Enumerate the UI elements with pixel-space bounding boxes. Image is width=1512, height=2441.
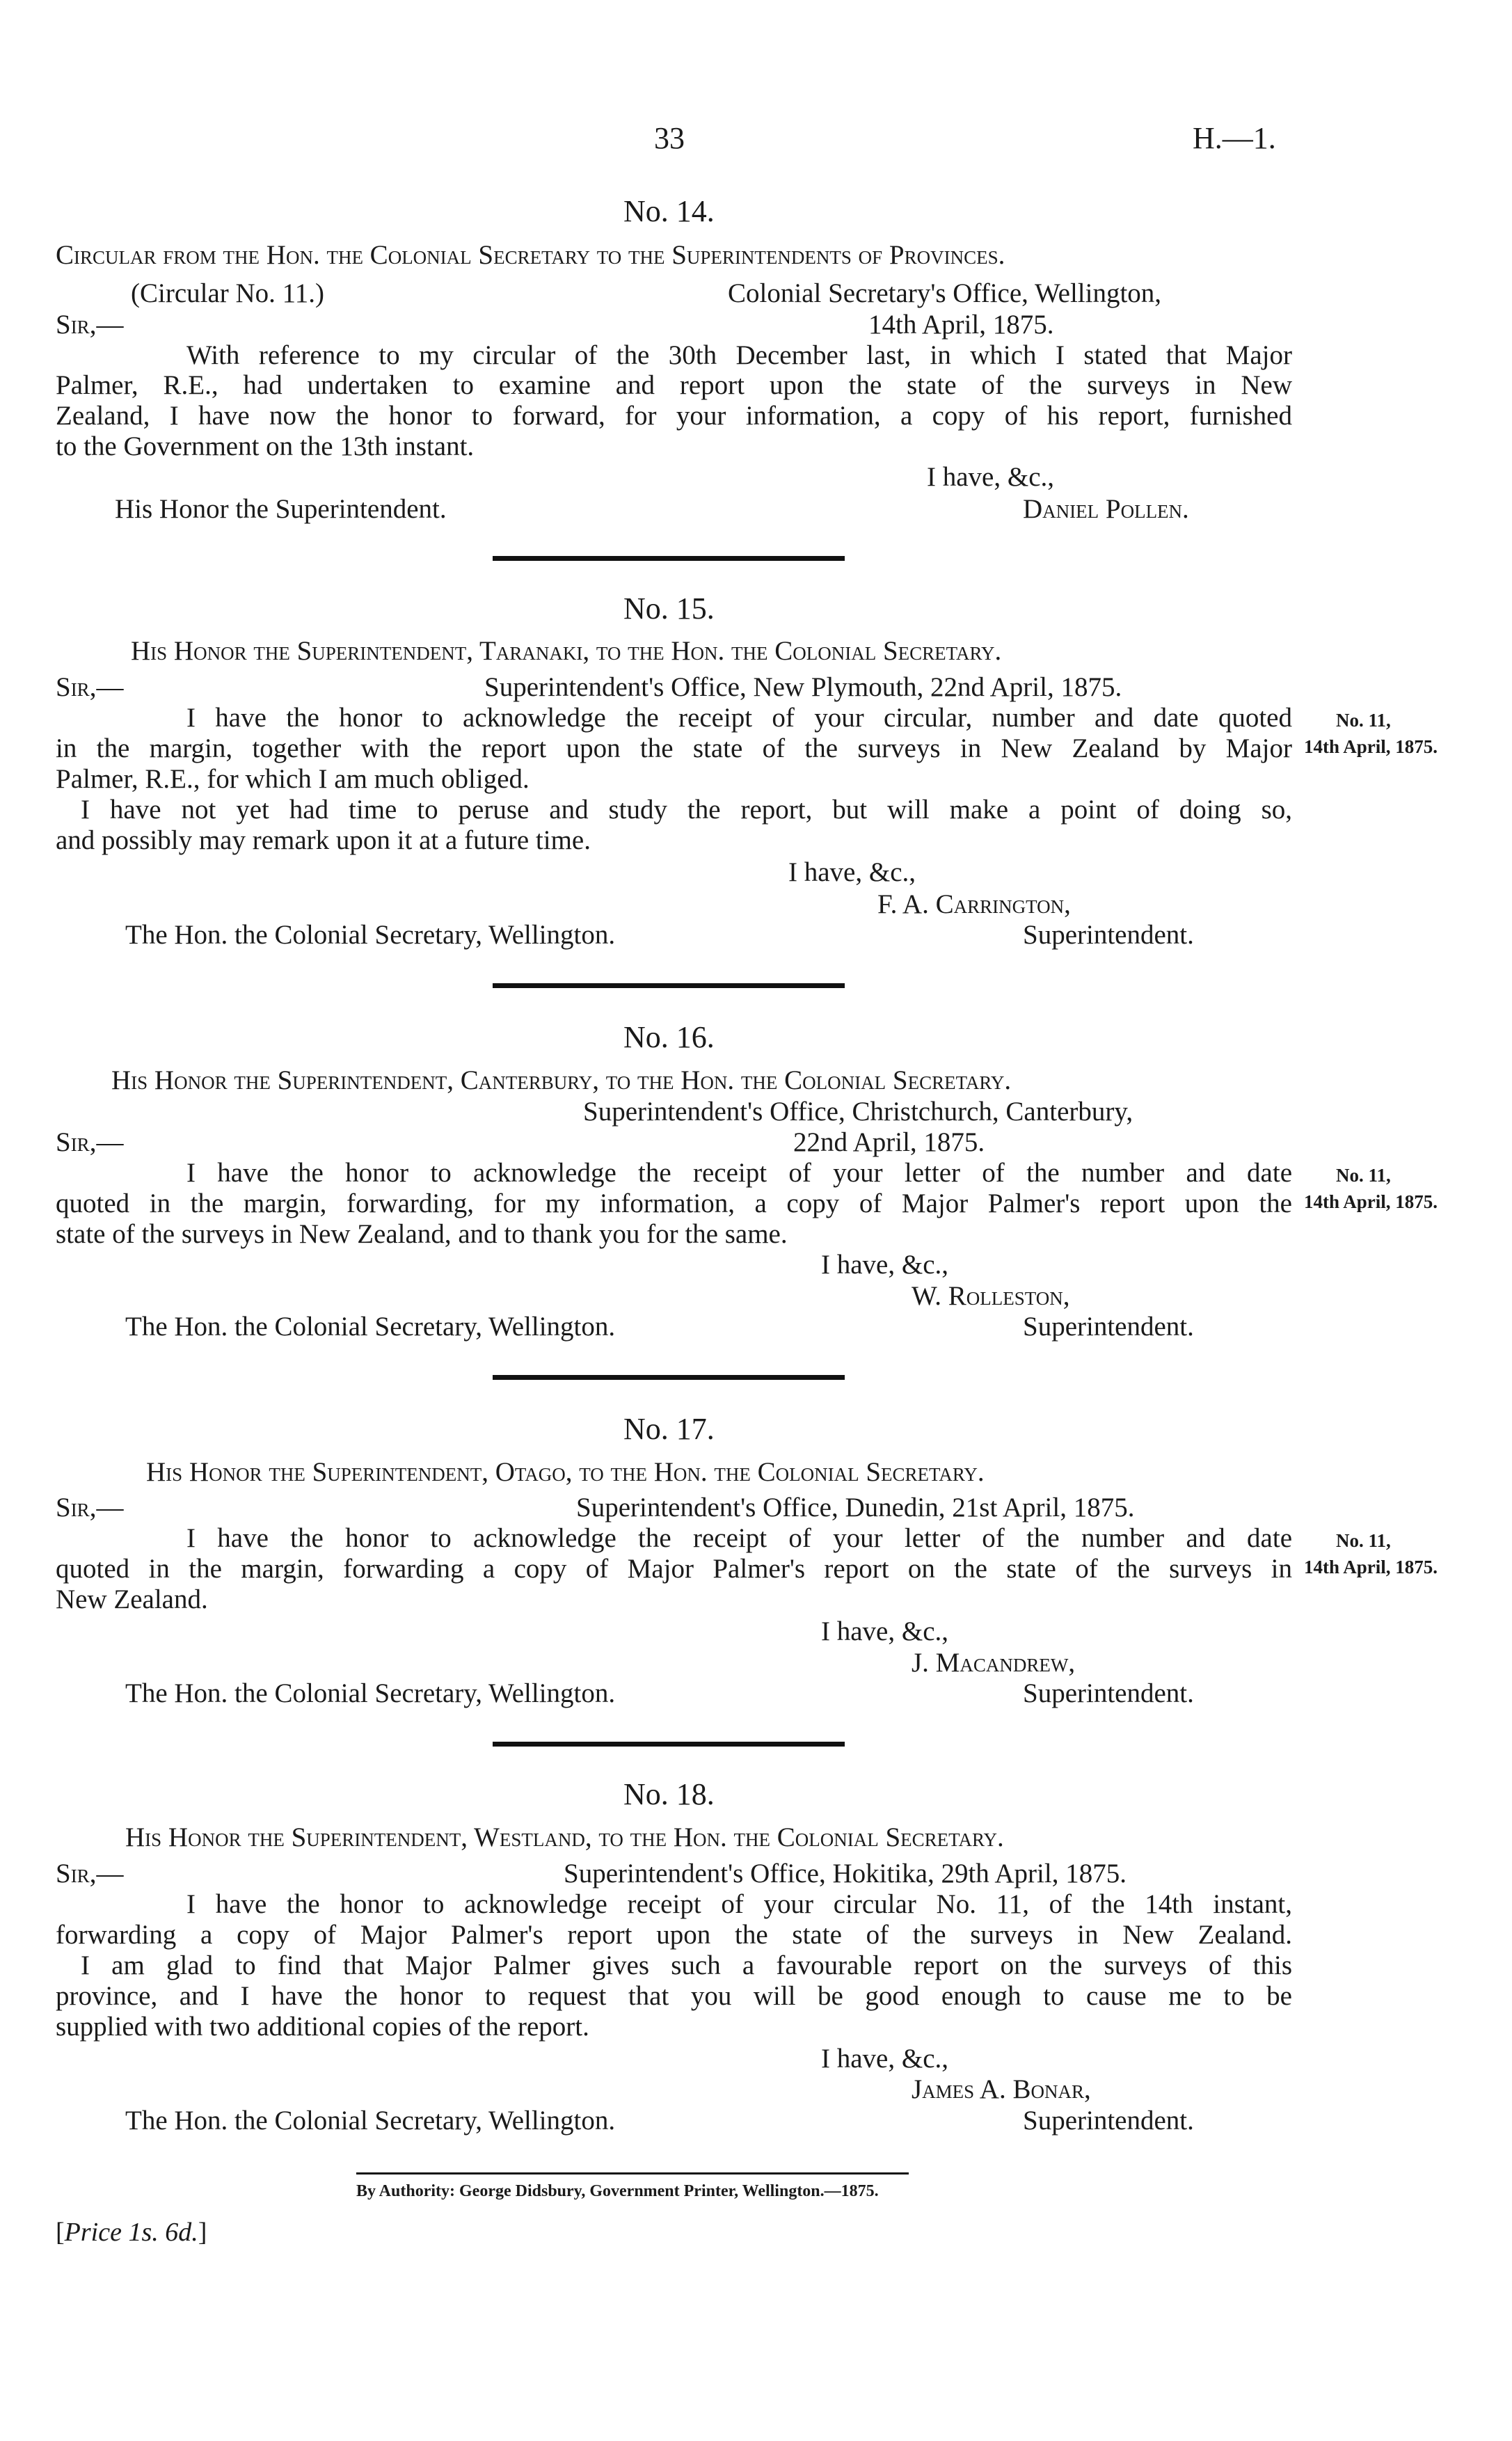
price-label: Price xyxy=(64,2218,122,2247)
body-line: New Zealand. xyxy=(56,1584,208,1614)
price-value: 1s. 6d. xyxy=(128,2218,198,2247)
closing: I have, &c., xyxy=(821,1250,949,1280)
letter-number: No. 17. xyxy=(623,1412,715,1446)
letter-heading: His Honor the Superintendent, Otago, to the Hon. the Colonial Secretary. xyxy=(146,1457,985,1487)
letter-date: 14th April, 1875. xyxy=(868,310,1054,340)
letter-number: No. 14. xyxy=(623,194,715,228)
page-number: 33 xyxy=(654,121,685,155)
closing: I have, &c., xyxy=(821,1616,949,1646)
signature: James A. Bonar, xyxy=(912,2074,1091,2104)
body-line: forwarding a copy of Major Palmer's report upon the state of the surveys in New Zealand. xyxy=(56,1920,1292,1950)
signatory-title: Superintendent. xyxy=(1023,1312,1194,1342)
signatory-title: Superintendent. xyxy=(1023,1678,1194,1708)
body-line: I am glad to find that Major Palmer gives such a favourable report on the surveys of this xyxy=(81,1950,1292,1980)
addressee: The Hon. the Colonial Secretary, Wellington. xyxy=(125,2106,616,2136)
body-line: province, and I have the honor to request that you will be good enough to cause me to be xyxy=(56,1981,1292,2011)
body-line: in the margin, together with the report upon the state of the surveys in New Zealand by Major xyxy=(56,733,1292,763)
margin-note: 14th April, 1875. xyxy=(1304,1191,1438,1212)
addressee: The Hon. the Colonial Secretary, Wellington. xyxy=(125,920,616,950)
document-reference: H.—1. xyxy=(1193,121,1276,155)
salutation: Sir,— xyxy=(56,310,124,340)
letter-number: No. 15. xyxy=(623,591,715,626)
letter-heading: His Honor the Superintendent, Westland, to the Hon. the Colonial Secretary. xyxy=(125,1822,1004,1852)
body-line: I have the honor to acknowledge the receipt of your letter of the number and date xyxy=(186,1523,1292,1553)
letter-heading: Circular from the Hon. the Colonial Secretary to the Superintendents of Provinces. xyxy=(56,240,1005,270)
section-divider xyxy=(493,556,845,561)
salutation: Sir,— xyxy=(56,1859,124,1889)
body-line: and possibly may remark upon it at a future time. xyxy=(56,825,591,855)
office-address: Superintendent's Office, Christchurch, Canterbury, xyxy=(583,1097,1133,1127)
signature: W. Rolleston, xyxy=(912,1281,1070,1311)
price-bracket-open: [ xyxy=(56,2218,65,2247)
body-line: Zealand, I have now the honor to forward, for your information, a copy of his report, furnished xyxy=(56,401,1292,431)
margin-note: No. 11, xyxy=(1336,1530,1391,1551)
addressee: The Hon. the Colonial Secretary, Wellington. xyxy=(125,1678,616,1708)
signatory-title: Superintendent. xyxy=(1023,2106,1194,2136)
letter-number: No. 16. xyxy=(623,1020,715,1054)
price-bracket-close: ] xyxy=(198,2218,207,2247)
signature: F. A. Carrington, xyxy=(877,889,1071,919)
body-line: Palmer, R.E., had undertaken to examine and report upon the state of the surveys in New xyxy=(56,370,1292,400)
body-line: quoted in the margin, forwarding, for my information, a copy of Major Palmer's report upon the xyxy=(56,1188,1292,1218)
margin-note: No. 11, xyxy=(1336,1165,1391,1186)
body-line: supplied with two additional copies of the report. xyxy=(56,2012,589,2042)
imprint-rule xyxy=(356,2172,909,2174)
closing: I have, &c., xyxy=(821,2044,949,2074)
body-line: to the Government on the 13th instant. xyxy=(56,431,475,461)
closing: I have, &c., xyxy=(927,462,1055,492)
signatory-title: Superintendent. xyxy=(1023,920,1194,950)
body-line: I have the honor to acknowledge the receipt of your circular, number and date quoted xyxy=(186,703,1292,733)
addressee: The Hon. the Colonial Secretary, Wellington. xyxy=(125,1312,616,1342)
letter-date: 22nd April, 1875. xyxy=(793,1127,985,1157)
section-divider xyxy=(493,983,845,988)
body-line: state of the surveys in New Zealand, and to thank you for the same. xyxy=(56,1219,788,1249)
addressee: His Honor the Superintendent. xyxy=(115,494,447,524)
body-line: Palmer, R.E., for which I am much obliged. xyxy=(56,764,530,794)
letter-heading: His Honor the Superintendent, Taranaki, to the Hon. the Colonial Secretary. xyxy=(131,636,1002,666)
margin-note: 14th April, 1875. xyxy=(1304,736,1438,757)
letter-heading: His Honor the Superintendent, Canterbury, to the Hon. the Colonial Secretary. xyxy=(111,1065,1012,1095)
letter-number: No. 18. xyxy=(623,1777,715,1811)
office-address: Superintendent's Office, New Plymouth, 22nd April, 1875. xyxy=(484,672,1122,702)
office-address: Colonial Secretary's Office, Wellington, xyxy=(728,278,1162,308)
circular-reference: (Circular No. 11.) xyxy=(131,278,324,308)
body-line: quoted in the margin, forwarding a copy of Major Palmer's report on the state of the surveys in xyxy=(56,1554,1292,1584)
closing: I have, &c., xyxy=(788,857,916,887)
margin-note: 14th April, 1875. xyxy=(1304,1557,1438,1577)
body-line: With reference to my circular of the 30th December last, in which I stated that Major xyxy=(186,340,1292,370)
salutation: Sir,— xyxy=(56,1127,124,1157)
salutation: Sir,— xyxy=(56,1493,124,1522)
printer-imprint: By Authority: George Didsbury, Government Printer, Wellington.—1875. xyxy=(356,2182,879,2200)
office-address: Superintendent's Office, Hokitika, 29th April, 1875. xyxy=(564,1859,1127,1889)
office-address: Superintendent's Office, Dunedin, 21st April, 1875. xyxy=(576,1493,1135,1522)
section-divider xyxy=(493,1742,845,1747)
margin-note: No. 11, xyxy=(1336,710,1391,731)
signature: J. Macandrew, xyxy=(912,1648,1076,1678)
section-divider xyxy=(493,1375,845,1380)
body-line: I have the honor to acknowledge the receipt of your letter of the number and date xyxy=(186,1158,1292,1188)
body-line: I have not yet had time to peruse and study the report, but will make a point of doing so, xyxy=(81,795,1292,825)
body-line: I have the honor to acknowledge receipt of your circular No. 11, of the 14th instant, xyxy=(186,1889,1292,1919)
price-notice xyxy=(56,2217,207,2248)
signature: Daniel Pollen. xyxy=(1023,494,1189,524)
salutation: Sir,— xyxy=(56,672,124,702)
